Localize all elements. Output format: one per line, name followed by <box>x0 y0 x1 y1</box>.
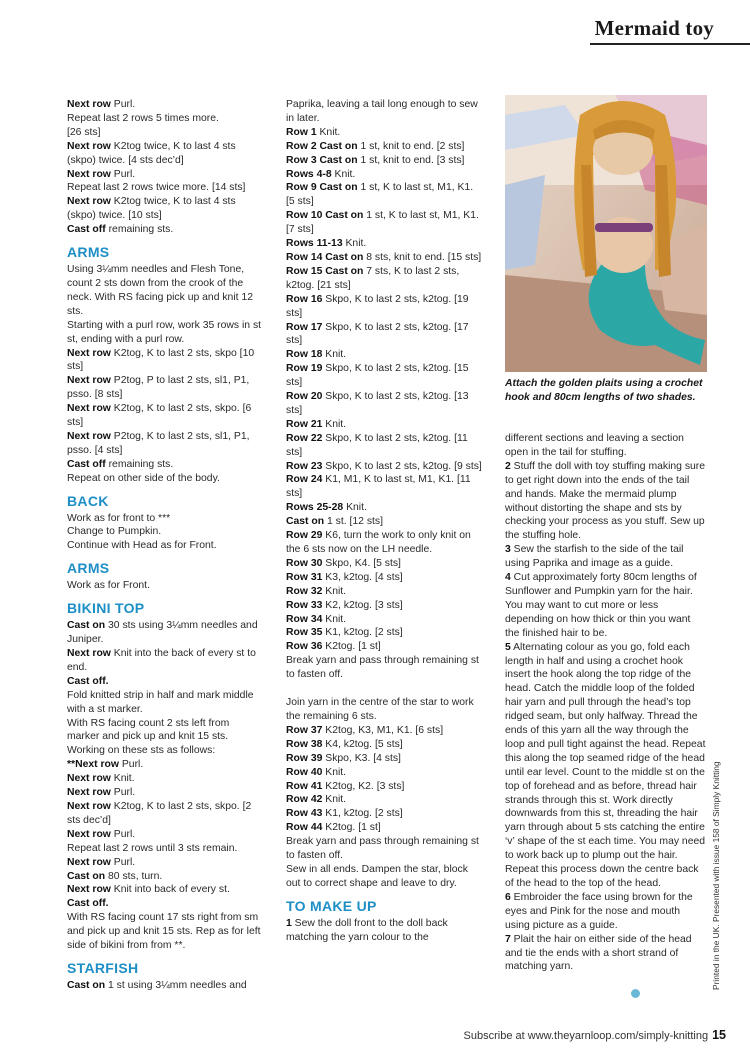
instruction-line: Row 30 Skpo, K4. [5 sts] <box>286 557 401 569</box>
instruction-label: Row 18 <box>286 349 323 361</box>
instruction-line: Next row Purl. <box>67 828 136 840</box>
instruction-label: 5 <box>505 641 511 653</box>
instruction-line: Next row K2tog, K to last 2 sts, skpo [10 sts] <box>67 347 255 373</box>
instruction-label: Rows 11-13 <box>286 238 343 250</box>
subscribe-link[interactable]: Subscribe at www.theyarnloop.com/simply-knitting <box>463 1030 709 1042</box>
title-rule <box>590 43 750 45</box>
instruction-line: Row 35 K1, k2tog. [2 sts] <box>286 627 403 639</box>
instruction-label: Row 3 Cast on <box>286 154 358 166</box>
instruction-line: Next row Purl. <box>67 168 136 180</box>
instruction-label: Next row <box>67 403 111 415</box>
instruction-line: Row 18 Knit. <box>286 349 347 361</box>
instruction-label: Row 34 <box>286 613 323 625</box>
instruction-label: Row 36 <box>286 641 323 653</box>
instruction-label: Row 29 <box>286 530 323 542</box>
instruction-label: Cast on <box>67 620 106 632</box>
instruction-label: Row 44 <box>286 822 323 834</box>
instruction-line: Row 31 K3, k2tog. [4 sts] <box>286 571 403 583</box>
instruction-line: Using 3¼mm needles and Flesh Tone, count 2 sts down from the crook of the neck. With RS facing pick up and knit 12 sts. <box>67 264 253 317</box>
instruction-line: Row 9 Cast on 1 st, K to last st, M1, K1. [5 sts] <box>286 182 474 208</box>
instruction-line: Row 2 Cast on 1 st, knit to end. [2 sts] <box>286 140 465 152</box>
instruction-label: Next row <box>67 773 111 785</box>
instruction-line: Row 29 K6, turn the work to only knit on the 6 sts now on the LH needle. <box>286 530 471 555</box>
instruction-label: Cast off <box>67 458 106 470</box>
instruction-line: Row 40 Knit. <box>286 766 347 778</box>
section-heading-arms: ARMS <box>67 244 110 261</box>
instruction-line: Row 20 Skpo, K to last 2 sts, k2tog. [13 sts] <box>286 391 469 416</box>
section-heading-back: BACK <box>67 492 109 509</box>
instruction-line: Rows 25-28 Knit. <box>286 502 367 514</box>
instruction-label: Row 23 <box>286 460 323 472</box>
instruction-line: Next row P2tog, K to last 2 sts, sl1, P1, psso. [4 sts] <box>67 430 250 456</box>
instruction-line: Row 37 K2tog, K3, M1, K1. [6 sts] <box>286 724 444 736</box>
instruction-line: Row 21 Knit. <box>286 418 347 430</box>
instruction-label: **Next row <box>67 759 119 771</box>
instruction-line: Cast on 30 sts using 3¼mm needles and Juniper. <box>67 620 258 646</box>
instruction-line: 2 Stuff the doll with toy stuffing making sure to get right down into the ends of the tail and hands. Make the mermaid plump without distorting the shape and sts by checking your process as you stuff. Sew up the stuffing hole. <box>505 460 706 542</box>
instruction-label: Row 14 Cast on <box>286 251 364 263</box>
instruction-line: Repeat last 2 rows twice more. [14 sts] <box>67 182 246 194</box>
section-heading-starfish: STARFISH <box>67 959 139 976</box>
instruction-label: 1 <box>286 917 292 929</box>
instruction-line: Work as for front to *** <box>67 512 171 524</box>
instruction-line: Next row K2tog, K to last 2 sts, skpo. [2 sts dec’d] <box>67 800 252 826</box>
instruction-line: Next row P2tog, P to last 2 sts, sl1, P1, psso. [8 sts] <box>67 375 250 401</box>
instruction-label: Row 15 Cast on <box>286 265 364 277</box>
footer <box>464 1028 726 1042</box>
photo-caption: Attach the golden plaits using a crochet hook and 80cm lengths of two shades. <box>505 378 703 403</box>
instruction-label: Next row <box>67 99 111 110</box>
instruction-label: 4 <box>505 572 511 584</box>
instruction-label: Row 35 <box>286 627 323 639</box>
instruction-label: Rows 4-8 <box>286 168 332 180</box>
instruction-line: [26 sts] <box>67 126 101 138</box>
instruction-label: Row 19 <box>286 363 323 375</box>
instruction-label: 7 <box>505 933 511 945</box>
instruction-line: Repeat last 2 rows 5 times more. <box>67 112 219 124</box>
instruction-label: Row 24 <box>286 474 323 486</box>
instruction-label: Next row <box>67 800 111 812</box>
instruction-line: Row 42 Knit. <box>286 794 347 806</box>
yarn-ball-icon <box>631 989 640 998</box>
instruction-line: Row 10 Cast on 1 st, K to last st, M1, K1. [7 sts] <box>286 210 479 236</box>
instruction-line: different sections and leaving a section open in the tail for stuffing. <box>505 433 684 458</box>
column-right <box>505 432 707 974</box>
instruction-label: Row 31 <box>286 571 323 583</box>
instruction-line: Row 34 Knit. <box>286 613 347 625</box>
instruction-label: Row 9 Cast on <box>286 182 358 194</box>
instruction-line: Next row Knit into back of every st. <box>67 884 230 896</box>
instruction-label: Next row <box>67 430 111 442</box>
instruction-line: Join yarn in the centre of the star to work the remaining 6 sts. <box>286 697 474 722</box>
instruction-label: Row 40 <box>286 766 323 778</box>
instruction-line: Row 41 K2tog, K2. [3 sts] <box>286 780 405 792</box>
instruction-label: Next row <box>67 787 111 799</box>
instruction-line: Sew in all ends. Dampen the star, block out to correct shape and leave to dry. <box>286 863 468 889</box>
instruction-label: Row 17 <box>286 321 323 333</box>
instruction-line: Row 43 K1, k2tog. [2 sts] <box>286 808 403 820</box>
instruction-label: 2 <box>505 460 511 472</box>
instruction-line: Cast on 1 st. [12 sts] <box>286 516 384 528</box>
page-number: 15 <box>712 1028 726 1042</box>
instruction-line: Row 24 K1, M1, K to last st, M1, K1. [11 sts] <box>286 474 471 500</box>
instruction-label: Row 41 <box>286 780 323 792</box>
section-heading-arms-2: ARMS <box>67 560 110 577</box>
instruction-label: Row 37 <box>286 724 323 736</box>
instruction-line: Fold knitted strip in half and mark middle with a st marker. <box>67 689 254 715</box>
instruction-line: Row 38 K4, k2tog. [5 sts] <box>286 738 403 750</box>
instruction-label: Cast off. <box>67 898 109 910</box>
instruction-label: Next row <box>67 347 111 359</box>
instruction-line: Row 16 Skpo, K to last 2 sts, k2tog. [19 sts] <box>286 293 469 319</box>
instruction-line: Row 39 Skpo, K3. [4 sts] <box>286 752 401 764</box>
column-left <box>67 98 263 993</box>
instruction-line: Paprika, leaving a tail long enough to sew in later. <box>286 99 478 124</box>
instruction-label: 6 <box>505 891 511 903</box>
instruction-line: Next row K2tog twice, K to last 4 sts (skpo) twice. [10 sts] <box>67 196 236 222</box>
instruction-line: Cast off remaining sts. <box>67 458 174 470</box>
instruction-label: Next row <box>67 375 111 387</box>
instruction-line: Next row K2tog twice, K to last 4 sts (skpo) twice. [4 sts dec’d] <box>67 140 236 166</box>
instruction-line: With RS facing count 2 sts left from marker and pick up and knit 15 sts. <box>67 717 230 743</box>
instruction-label: Row 30 <box>286 557 323 569</box>
instruction-label: Cast off <box>67 224 106 236</box>
instruction-label: Row 10 Cast on <box>286 210 364 222</box>
instruction-label: Row 32 <box>286 585 323 597</box>
instruction-line: 1 Sew the doll front to the doll back matching the yarn colour to the <box>286 917 448 943</box>
instruction-line: 6 Embroider the face using brown for the eyes and Pink for the nose and mouth using picture as a guide. <box>505 891 693 931</box>
instruction-line: Next row Purl. <box>67 856 136 868</box>
instruction-label: Row 43 <box>286 808 323 820</box>
instruction-label: Row 39 <box>286 752 323 764</box>
instruction-line: Row 36 K2tog. [1 st] <box>286 641 381 653</box>
instruction-line: Work as for Front. <box>67 580 150 592</box>
instruction-line: Row 15 Cast on 7 sts, K to last 2 sts, k2tog. [21 sts] <box>286 265 460 291</box>
column-middle <box>286 98 484 945</box>
instruction-line: Next row K2tog, K to last 2 sts, skpo. [6 sts] <box>67 403 252 429</box>
instruction-line: Row 14 Cast on 8 sts, knit to end. [15 sts] <box>286 251 482 263</box>
instruction-line: Next row Knit. <box>67 773 135 785</box>
instruction-line: Cast on 80 sts, turn. <box>67 870 163 882</box>
mermaid-doll-photo <box>505 95 707 372</box>
instruction-line: 5 Alternating colour as you go, fold each length in half and using a crochet hook insert the hook along the top ridge of the head. Catch the middle loop of the folded hair yarn and pull through the head’s top ridged seam, but only halfway. Thread the ends of this yarn all the way through the loop and pull tight against the head. Repeat this along the top seamed ridge of the head until ear level. Count to the middle st on the top of forehead and as before, thread hair strands through this st. Work directly downwards from this st, threading the hair yarn through about 5 sts catching the entire ‘v’ shape of the st each time. You may need to work back up to plump out the hair. Repeat this process down the centre back of the head to the top of the head. <box>505 641 706 889</box>
instruction-line: Row 19 Skpo, K to last 2 sts, k2tog. [15 sts] <box>286 363 469 389</box>
instruction-line: Next row Purl. <box>67 787 136 799</box>
instruction-line: Starting with a purl row, work 35 rows in st st, ending with a purl row. <box>67 319 262 345</box>
instruction-line: 7 Plait the hair on either side of the head and tie the ends with a short strand of matching yarn. <box>505 933 692 973</box>
instruction-line: Row 3 Cast on 1 st, knit to end. [3 sts] <box>286 154 465 166</box>
instruction-label: Row 16 <box>286 293 323 305</box>
instruction-line: Next row Purl. <box>67 99 136 110</box>
instruction-line: Row 32 Knit. <box>286 585 347 597</box>
instruction-label: Row 1 <box>286 126 317 138</box>
instruction-line: Row 1 Knit. <box>286 126 341 138</box>
instruction-label: Next row <box>67 884 111 896</box>
instruction-label: Row 38 <box>286 738 323 750</box>
instruction-line: Row 23 Skpo, K to last 2 sts, k2tog. [9 sts] <box>286 460 482 472</box>
instruction-label: Cast on <box>67 870 106 882</box>
instruction-line: Row 44 K2tog. [1 st] <box>286 822 381 834</box>
instruction-line: Repeat on other side of the body. <box>67 472 220 484</box>
instruction-line: Repeat last 2 rows until 3 sts remain. <box>67 842 238 854</box>
instruction-label: Next row <box>67 648 111 659</box>
instruction-label: Row 42 <box>286 794 323 806</box>
instruction-line: Cast off remaining sts. <box>67 224 174 236</box>
instruction-line: **Next row Purl. <box>67 759 144 771</box>
instruction-label: Row 33 <box>286 599 323 611</box>
instruction-label: Row 21 <box>286 418 323 430</box>
instruction-label: Cast on <box>286 516 325 528</box>
instruction-line: Rows 11-13 Knit. <box>286 238 367 250</box>
instruction-label: Row 20 <box>286 391 323 403</box>
instruction-label: Cast off. <box>67 675 109 687</box>
instruction-label: Next row <box>67 140 111 152</box>
instruction-label: Next row <box>67 168 111 180</box>
instruction-line <box>67 675 263 689</box>
instruction-line: Row 22 Skpo, K to last 2 sts, k2tog. [11 sts] <box>286 432 468 458</box>
instruction-line <box>67 897 263 911</box>
instruction-line: Continue with Head as for Front. <box>67 540 217 552</box>
instruction-line: Break yarn and pass through remaining st to fasten off. <box>286 836 479 862</box>
instruction-line: Change to Pumpkin. <box>67 526 162 538</box>
instruction-label: Row 2 Cast on <box>286 140 358 152</box>
instruction-line: Row 17 Skpo, K to last 2 sts, k2tog. [17 sts] <box>286 321 469 347</box>
instruction-label: Next row <box>67 196 111 208</box>
instruction-line: Rows 4-8 Knit. <box>286 168 356 180</box>
instruction-label: 3 <box>505 544 511 556</box>
instruction-line: Break yarn and pass through remaining st to fasten off. <box>286 655 479 681</box>
instruction-label: Row 22 <box>286 432 323 444</box>
instruction-label: Next row <box>67 828 111 840</box>
instruction-line: With RS facing count 17 sts right from sm and pick up and knit 15 sts. Rep as for left side of bikini from from **. <box>67 912 261 952</box>
instruction-label: Rows 25-28 <box>286 502 344 514</box>
instruction-line: Working on these sts as follows: <box>67 745 216 757</box>
instruction-line: Next row Knit into the back of every st to end. <box>67 648 256 673</box>
section-heading-to-make-up: TO MAKE UP <box>286 897 377 914</box>
page-title: Mermaid toy <box>594 16 714 40</box>
section-heading-bikini-top: BIKINI TOP <box>67 600 145 617</box>
instruction-label: Cast on <box>67 979 106 991</box>
instruction-line: Cast on 1 st using 3¼mm needles and <box>67 979 247 991</box>
instruction-line: 3 Sew the starfish to the side of the tail using Paprika and image as a guide. <box>505 544 684 570</box>
print-notice: Printed in the UK. Presented with issue 158 of Simply Knitting <box>711 761 721 990</box>
instruction-label: Next row <box>67 856 111 868</box>
instruction-line: Row 33 K2, k2tog. [3 sts] <box>286 599 403 611</box>
instruction-line: 4 Cut approximately forty 80cm lengths of Sunflower and Pumpkin yarn for the hair. You may want to cut more or less depending on how thick or thin you want the finished hair to be. <box>505 572 697 639</box>
